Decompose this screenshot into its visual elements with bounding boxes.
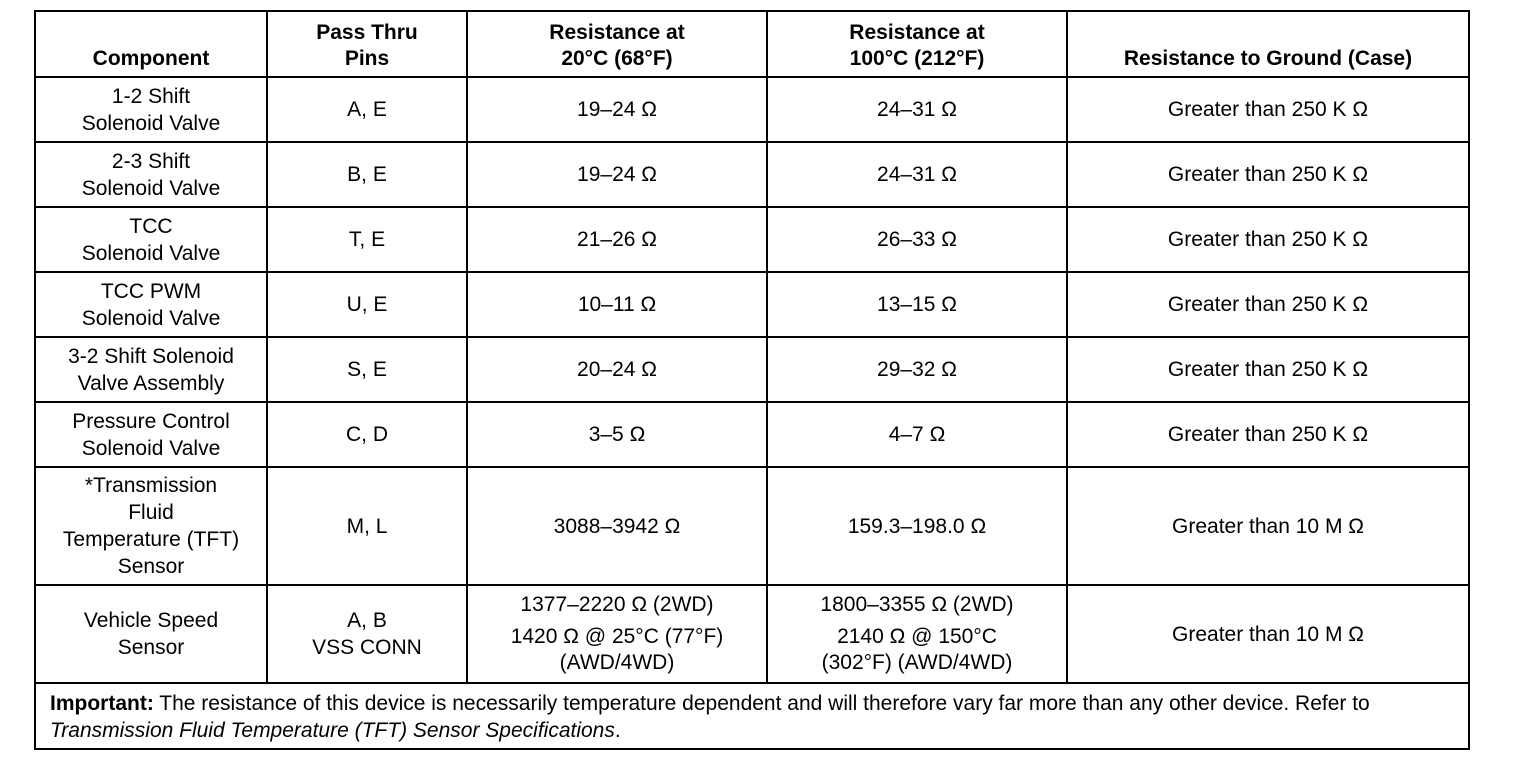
res-20c-cell: 10–11 Ω [467,272,767,337]
header-res-100c [767,11,1067,77]
header-res-20c [467,11,767,77]
header-res-ground-line: Resistance to Ground (Case) [1123,47,1413,70]
table-row [35,337,1469,402]
component-line: Solenoid Valve [81,111,221,135]
component-line: Solenoid Valve [81,176,221,200]
res-100c-awd-line-2: (302°F) (AWD/4WD) [821,651,1013,674]
pins-cell: A, E [267,77,467,142]
header-row [35,11,1469,77]
header-pins-line-1: Pass Thru [316,21,418,44]
component-line: Sensor [117,555,185,578]
pins-cell [267,585,467,683]
component-line: Solenoid Valve [81,436,221,460]
note-text: The resistance of this device is necessarily temperature dependent and will therefore vary far more than any other device. Refer to [153,692,1370,715]
res-100c-cell: 24–31 Ω [767,142,1067,207]
note-reference: Transmission Fluid Temperature (TFT) Sensor Specifications [50,719,615,742]
table-row [35,467,1469,585]
res-100c-cell: 13–15 Ω [767,272,1067,337]
component-cell [35,142,267,207]
res-ground-cell: Greater than 250 K Ω [1067,77,1469,142]
res-100c-cell: 24–31 Ω [767,77,1067,142]
pins-cell: S, E [267,337,467,402]
pins-cell: T, E [267,207,467,272]
component-line: 1-2 Shift [111,84,191,108]
pins-cell: C, D [267,402,467,467]
header-res-20c-line-1: Resistance at [549,21,685,44]
pins-cell: U, E [267,272,467,337]
component-cell [35,337,267,402]
res-20c-cell: 19–24 Ω [467,77,767,142]
table-row [35,272,1469,337]
component-line: TCC [129,214,173,238]
component-line: Vehicle Speed [83,609,219,632]
res-ground-cell: Greater than 250 K Ω [1067,272,1469,337]
note-label: Important: [50,692,154,715]
header-component [35,11,267,77]
component-line: 3-2 Shift Solenoid [68,344,234,368]
table-row [35,585,1469,683]
header-res-100c-line-2: 100°C (212°F) [849,47,985,70]
res-100c-cell: 159.3–198.0 Ω [767,467,1067,585]
res-20c-cell: 20–24 Ω [467,337,767,402]
res-20c-awd-line-1: 1420 Ω @ 25°C (77°F) [510,625,724,648]
res-ground-cell: Greater than 250 K Ω [1067,207,1469,272]
component-cell [35,585,267,683]
pins-cell: M, L [267,467,467,585]
header-component-line: Component [92,47,210,70]
component-cell [35,402,267,467]
note-end: . [614,719,621,742]
res-ground-cell: Greater than 10 M Ω [1067,585,1469,683]
res-ground-cell: Greater than 250 K Ω [1067,337,1469,402]
res-20c-2wd: 1377–2220 Ω (2WD) [520,593,714,616]
res-20c-cell: 21–26 Ω [467,207,767,272]
note-row [35,683,1469,749]
res-20c-awd-line-2: (AWD/4WD) [559,651,675,674]
component-line: Fluid [128,501,174,524]
header-res-ground [1067,11,1469,77]
component-line: Solenoid Valve [81,241,221,265]
table-row [35,77,1469,142]
header-res-20c-line-2: 20°C (68°F) [561,47,673,70]
res-100c-cell: 4–7 Ω [767,402,1067,467]
component-cell [35,77,267,142]
pins-cell: B, E [267,142,467,207]
component-line: *Transmission [84,474,218,497]
res-20c-cell: 3–5 Ω [467,402,767,467]
pins-line: VSS CONN [312,636,422,659]
res-100c-awd-line-1: 2140 Ω @ 150°C [837,625,997,648]
component-cell [35,467,267,585]
res-ground-cell: Greater than 250 K Ω [1067,402,1469,467]
important-note [35,683,1469,749]
component-line: Valve Assembly [77,371,225,395]
table-row [35,207,1469,272]
res-100c-cell: 26–33 Ω [767,207,1067,272]
component-cell [35,207,267,272]
res-ground-cell: Greater than 250 K Ω [1067,142,1469,207]
header-pins [267,11,467,77]
component-line: Sensor [117,636,185,659]
res-100c-cell [767,585,1067,683]
component-line: TCC PWM [100,279,202,303]
pins-line: A, B [347,609,387,632]
component-line: Temperature (TFT) [62,528,240,551]
table-row [35,142,1469,207]
component-line: 2-3 Shift [111,149,191,173]
spec-table [34,10,1470,750]
component-line: Solenoid Valve [81,306,221,330]
res-100c-cell: 29–32 Ω [767,337,1067,402]
component-line: Pressure Control [72,409,230,433]
res-ground-cell: Greater than 10 M Ω [1067,467,1469,585]
header-res-100c-line-1: Resistance at [849,21,985,44]
res-20c-cell: 3088–3942 Ω [467,467,767,585]
table-row [35,402,1469,467]
component-cell [35,272,267,337]
res-20c-cell [467,585,767,683]
header-pins-line-2: Pins [344,47,390,70]
res-100c-2wd: 1800–3355 Ω (2WD) [820,593,1014,616]
res-20c-cell: 19–24 Ω [467,142,767,207]
